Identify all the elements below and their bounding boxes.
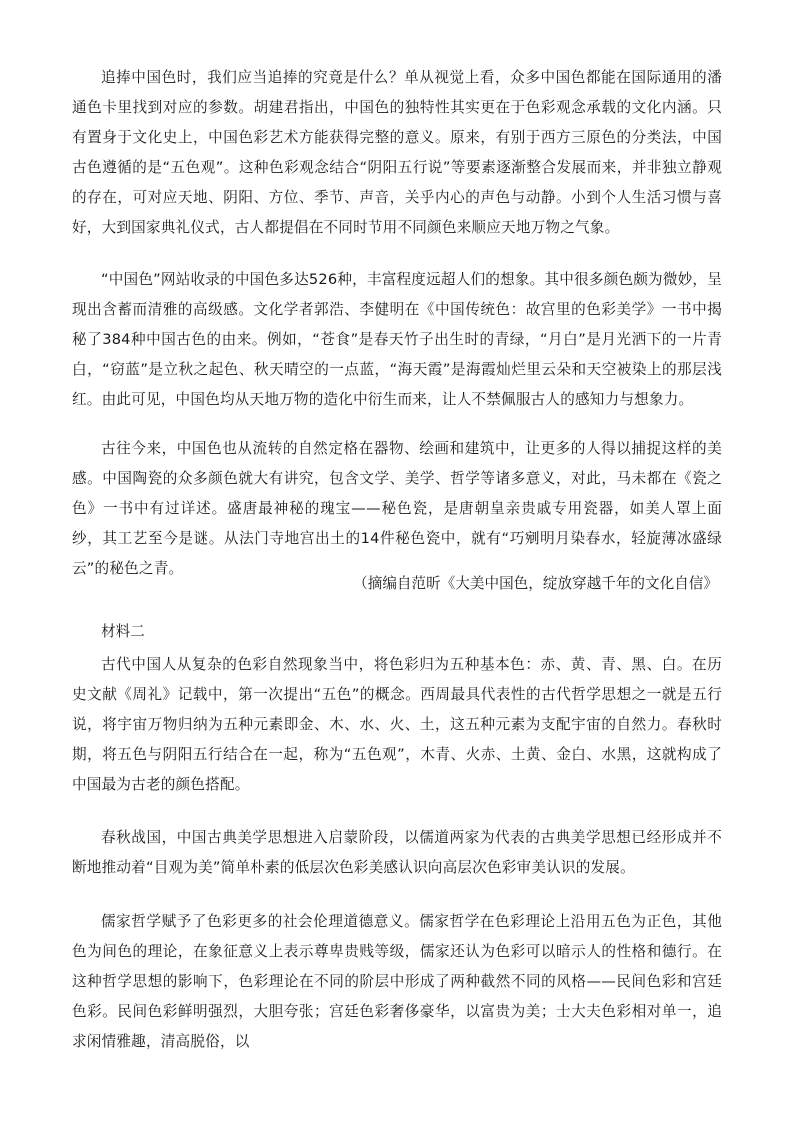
body-paragraph: 古往今来，中国色也从流转的自然定格在器物、绘画和建筑中，让更多的人得以捕捉这样的美感。中国陶瓷的众多颜色就大有讲究，包含文学、美学、哲学等诸多意义，对此，马未都在《瓷之色》一书中有过详述。盛唐最神秘的瑰宝——秘色瓷，是唐朝皇亲贵戚专用瓷器，如美人罩上面纱，其工艺至今是谜。从法门寺地宫出土的14件秘色瓷中，就有“巧剜明月染春水，轻旋薄冰盛绿云”的秘色之青。 bbox=[72, 440, 722, 577]
body-paragraph: 儒家哲学赋予了色彩更多的社会伦理道德意义。儒家哲学在色彩理论上沿用五色为正色，其他色为间色的理论，在象征意义上表示尊卑贵贱等级，儒家还认为色彩可以暗示人的性格和德行。在这种哲学思想的影响下，色彩理论在不同的阶层中形成了两种截然不同的风格——民间色彩和宫廷色彩。民间色彩鲜明强烈，大胆夸张；宫廷色彩奢侈豪华，以富贵为美；士大夫色彩相对单一，追求闲情雅趣，清高脱俗，以 bbox=[72, 913, 722, 1050]
body-paragraph: 古代中国人从复杂的色彩自然现象当中，将色彩归为五种基本色：赤、黄、青、黑、白。在历史文献《周礼》记载中，第一次提出“五色”的概念。西周最具代表性的古代哲学思想之一就是五行说，将宇宙万物归纳为五种元素即金、木、水、火、土，这五种元素为支配宇宙的自然力。春秋时期，将五色与阴阳五行结合在一起，称为“五色观”，木青、火赤、土黄、金白、水黑，这就构成了中国最为古老的颜色搭配。 bbox=[72, 656, 722, 793]
body-paragraph: “中国色”网站收录的中国色多达526种，丰富程度远超人们的想象。其中很多颜色颇为微妙，呈现出含蓄而清雅的高级感。文化学者郭浩、李健明在《中国传统色：故宫里的色彩美学》一书中揭秘了384种中国古色的由来。例如，“苍食”是春天竹子出生时的青绿，“月白”是月光洒下的一片青白，“窃蓝”是立秋之起色、秋天晴空的一点蓝，“海天霞”是海霞灿烂里云朵和天空被染上的那层浅红。由此可见，中国色均从天地万物的造化中衍生而来，让人不禁佩服古人的感知力与想象力。 bbox=[72, 271, 722, 408]
body-paragraph: 春秋战国，中国古典美学思想进入启蒙阶段，以儒道两家为代表的古典美学思想已经形成并不断地推动着“目观为美”简单朴素的低层次色彩美感认识向高层次色彩审美认识的发展。 bbox=[72, 829, 722, 876]
section-heading: 材料二 bbox=[101, 623, 145, 640]
body-paragraph: 追捧中国色时，我们应当追捧的究竟是什么？单从视觉上看，众多中国色都能在国际通用的潘通色卡里找到对应的参数。胡建君指出，中国色的独特性其实更在于色彩观念承载的文化内涵。只有置身于文化史上，中国色彩艺术方能获得完整的意义。原来，有别于西方三原色的分类法，中国古色遵循的是“五色观”。这种色彩观念结合“阴阳五行说”等要素逐渐整合发展而来，并非独立静观的存在，可对应天地、阴阳、方位、季节、声音，关乎内心的声色与动静。小到个人生活习惯与喜好，大到国家典礼仪式，古人都提倡在不同时节用不同颜色来顺应天地万物之气象。 bbox=[72, 69, 722, 236]
source-citation: （摘编自范昕《大美中国色，绽放穿越千年的文化自信》 bbox=[353, 575, 718, 592]
